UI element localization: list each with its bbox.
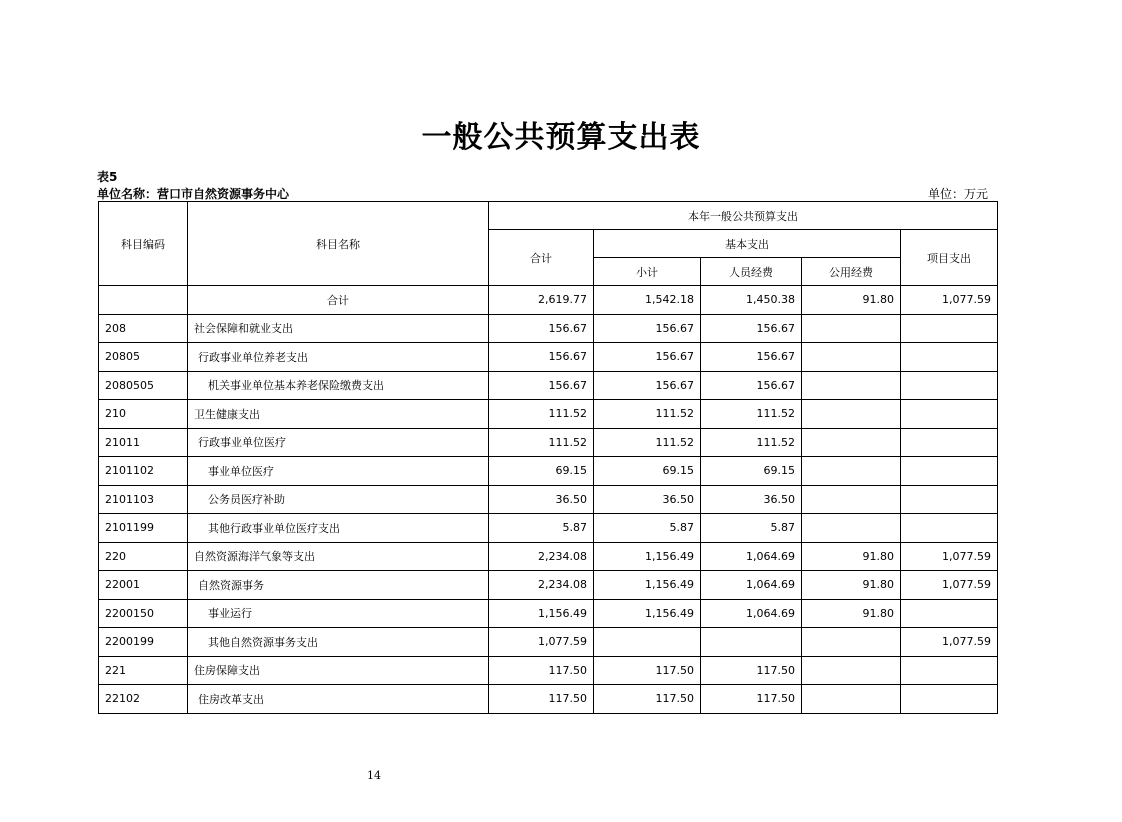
total-cell: 156.67	[489, 343, 594, 372]
header-public: 公用经费	[802, 258, 901, 286]
public-cell	[802, 685, 901, 714]
subject-code-cell: 2200199	[99, 628, 188, 657]
total-cell: 36.50	[489, 485, 594, 514]
project-cell	[901, 371, 998, 400]
total-cell: 1,077.59	[489, 628, 594, 657]
subject-name-cell: 自然资源海洋气象等支出	[188, 542, 489, 571]
project-cell	[901, 656, 998, 685]
subject-code-cell: 208	[99, 314, 188, 343]
subtotal-cell: 1,542.18	[594, 286, 701, 315]
header-personnel: 人员经费	[701, 258, 802, 286]
total-cell: 156.67	[489, 314, 594, 343]
project-cell	[901, 485, 998, 514]
total-cell: 117.50	[489, 656, 594, 685]
public-cell	[802, 400, 901, 429]
subject-name-cell: 事业运行	[188, 599, 489, 628]
budget-expenditure-table	[98, 201, 998, 714]
header-basic-expenditure: 基本支出	[594, 230, 901, 258]
public-cell	[802, 343, 901, 372]
project-cell	[901, 428, 998, 457]
subject-name-cell: 住房保障支出	[188, 656, 489, 685]
subject-name-cell: 自然资源事务	[188, 571, 489, 600]
subject-code-cell: 2200150	[99, 599, 188, 628]
project-cell	[901, 685, 998, 714]
subject-code-cell: 20805	[99, 343, 188, 372]
public-cell: 91.80	[802, 542, 901, 571]
project-cell	[901, 457, 998, 486]
table-row	[99, 656, 998, 685]
public-cell: 91.80	[802, 571, 901, 600]
public-cell	[802, 656, 901, 685]
subject-name-cell: 其他行政事业单位医疗支出	[188, 514, 489, 543]
subject-code-cell: 220	[99, 542, 188, 571]
header-budget-group: 本年一般公共预算支出	[489, 202, 998, 230]
subject-name-cell: 社会保障和就业支出	[188, 314, 489, 343]
total-cell: 2,619.77	[489, 286, 594, 315]
subject-name-cell: 合计	[188, 286, 489, 315]
public-cell: 91.80	[802, 599, 901, 628]
subtotal-cell: 1,156.49	[594, 571, 701, 600]
subtotal-cell: 111.52	[594, 428, 701, 457]
personnel-cell: 156.67	[701, 371, 802, 400]
table-row	[99, 400, 998, 429]
project-cell	[901, 514, 998, 543]
header-total: 合计	[489, 230, 594, 286]
subject-name-cell: 公务员医疗补助	[188, 485, 489, 514]
public-cell: 91.80	[802, 286, 901, 315]
subject-code-cell: 22001	[99, 571, 188, 600]
personnel-cell: 1,064.69	[701, 542, 802, 571]
page-number: 14	[367, 769, 381, 782]
subject-code-cell: 21011	[99, 428, 188, 457]
subject-code-cell: 2101199	[99, 514, 188, 543]
table-row	[99, 685, 998, 714]
subject-code-cell: 2080505	[99, 371, 188, 400]
page-title: 一般公共预算支出表	[421, 120, 701, 155]
subject-name-cell: 行政事业单位医疗	[188, 428, 489, 457]
subject-code-cell: 210	[99, 400, 188, 429]
currency-unit-label: 单位：万元	[928, 187, 989, 201]
total-cell: 111.52	[489, 428, 594, 457]
personnel-cell: 36.50	[701, 485, 802, 514]
personnel-cell: 1,450.38	[701, 286, 802, 315]
subject-code-cell: 2101102	[99, 457, 188, 486]
project-cell: 1,077.59	[901, 542, 998, 571]
table-row	[99, 457, 998, 486]
project-cell	[901, 343, 998, 372]
subject-name-cell: 卫生健康支出	[188, 400, 489, 429]
table-row	[99, 571, 998, 600]
total-cell: 2,234.08	[489, 542, 594, 571]
table-row	[99, 485, 998, 514]
public-cell	[802, 314, 901, 343]
subtotal-cell: 156.67	[594, 343, 701, 372]
public-cell	[802, 485, 901, 514]
personnel-cell: 5.87	[701, 514, 802, 543]
subtotal-cell: 117.50	[594, 656, 701, 685]
header-name: 科目名称	[188, 202, 489, 286]
public-cell	[802, 371, 901, 400]
table-row	[99, 628, 998, 657]
public-cell	[802, 457, 901, 486]
table-row	[99, 514, 998, 543]
project-cell	[901, 400, 998, 429]
subtotal-cell: 5.87	[594, 514, 701, 543]
subtotal-cell: 156.67	[594, 314, 701, 343]
subject-name-cell: 其他自然资源事务支出	[188, 628, 489, 657]
total-cell: 111.52	[489, 400, 594, 429]
personnel-cell: 156.67	[701, 343, 802, 372]
public-cell	[802, 514, 901, 543]
total-cell: 69.15	[489, 457, 594, 486]
table-row	[99, 371, 998, 400]
personnel-cell: 156.67	[701, 314, 802, 343]
project-cell	[901, 314, 998, 343]
subtotal-cell: 1,156.49	[594, 599, 701, 628]
subtotal-cell: 117.50	[594, 685, 701, 714]
table-number: 表5	[97, 170, 118, 184]
subtotal-cell: 36.50	[594, 485, 701, 514]
personnel-cell: 1,064.69	[701, 571, 802, 600]
subject-name-cell: 机关事业单位基本养老保险缴费支出	[188, 371, 489, 400]
subject-code-cell: 22102	[99, 685, 188, 714]
total-cell: 156.67	[489, 371, 594, 400]
personnel-cell: 1,064.69	[701, 599, 802, 628]
table-row	[99, 314, 998, 343]
subtotal-cell: 111.52	[594, 400, 701, 429]
header-row-1	[99, 202, 998, 230]
project-cell: 1,077.59	[901, 571, 998, 600]
unit-name-label: 单位名称：营口市自然资源事务中心	[97, 187, 290, 201]
table-row	[99, 428, 998, 457]
total-cell: 117.50	[489, 685, 594, 714]
subtotal-cell: 69.15	[594, 457, 701, 486]
total-cell: 5.87	[489, 514, 594, 543]
personnel-cell	[701, 628, 802, 657]
table-row	[99, 599, 998, 628]
subject-code-cell	[99, 286, 188, 315]
subtotal-cell: 156.67	[594, 371, 701, 400]
total-row	[99, 286, 998, 315]
personnel-cell: 111.52	[701, 400, 802, 429]
header-project-expenditure: 项目支出	[901, 230, 998, 286]
total-cell: 1,156.49	[489, 599, 594, 628]
project-cell	[901, 599, 998, 628]
personnel-cell: 69.15	[701, 457, 802, 486]
total-cell: 2,234.08	[489, 571, 594, 600]
subject-name-cell: 行政事业单位养老支出	[188, 343, 489, 372]
personnel-cell: 117.50	[701, 656, 802, 685]
subtotal-cell: 1,156.49	[594, 542, 701, 571]
subtotal-cell	[594, 628, 701, 657]
project-cell: 1,077.59	[901, 628, 998, 657]
subject-code-cell: 2101103	[99, 485, 188, 514]
header-subtotal: 小计	[594, 258, 701, 286]
table-row	[99, 542, 998, 571]
subject-name-cell: 住房改革支出	[188, 685, 489, 714]
project-cell: 1,077.59	[901, 286, 998, 315]
personnel-cell: 111.52	[701, 428, 802, 457]
subject-name-cell: 事业单位医疗	[188, 457, 489, 486]
header-code: 科目编码	[99, 202, 188, 286]
personnel-cell: 117.50	[701, 685, 802, 714]
public-cell	[802, 628, 901, 657]
public-cell	[802, 428, 901, 457]
table-row	[99, 343, 998, 372]
subject-code-cell: 221	[99, 656, 188, 685]
